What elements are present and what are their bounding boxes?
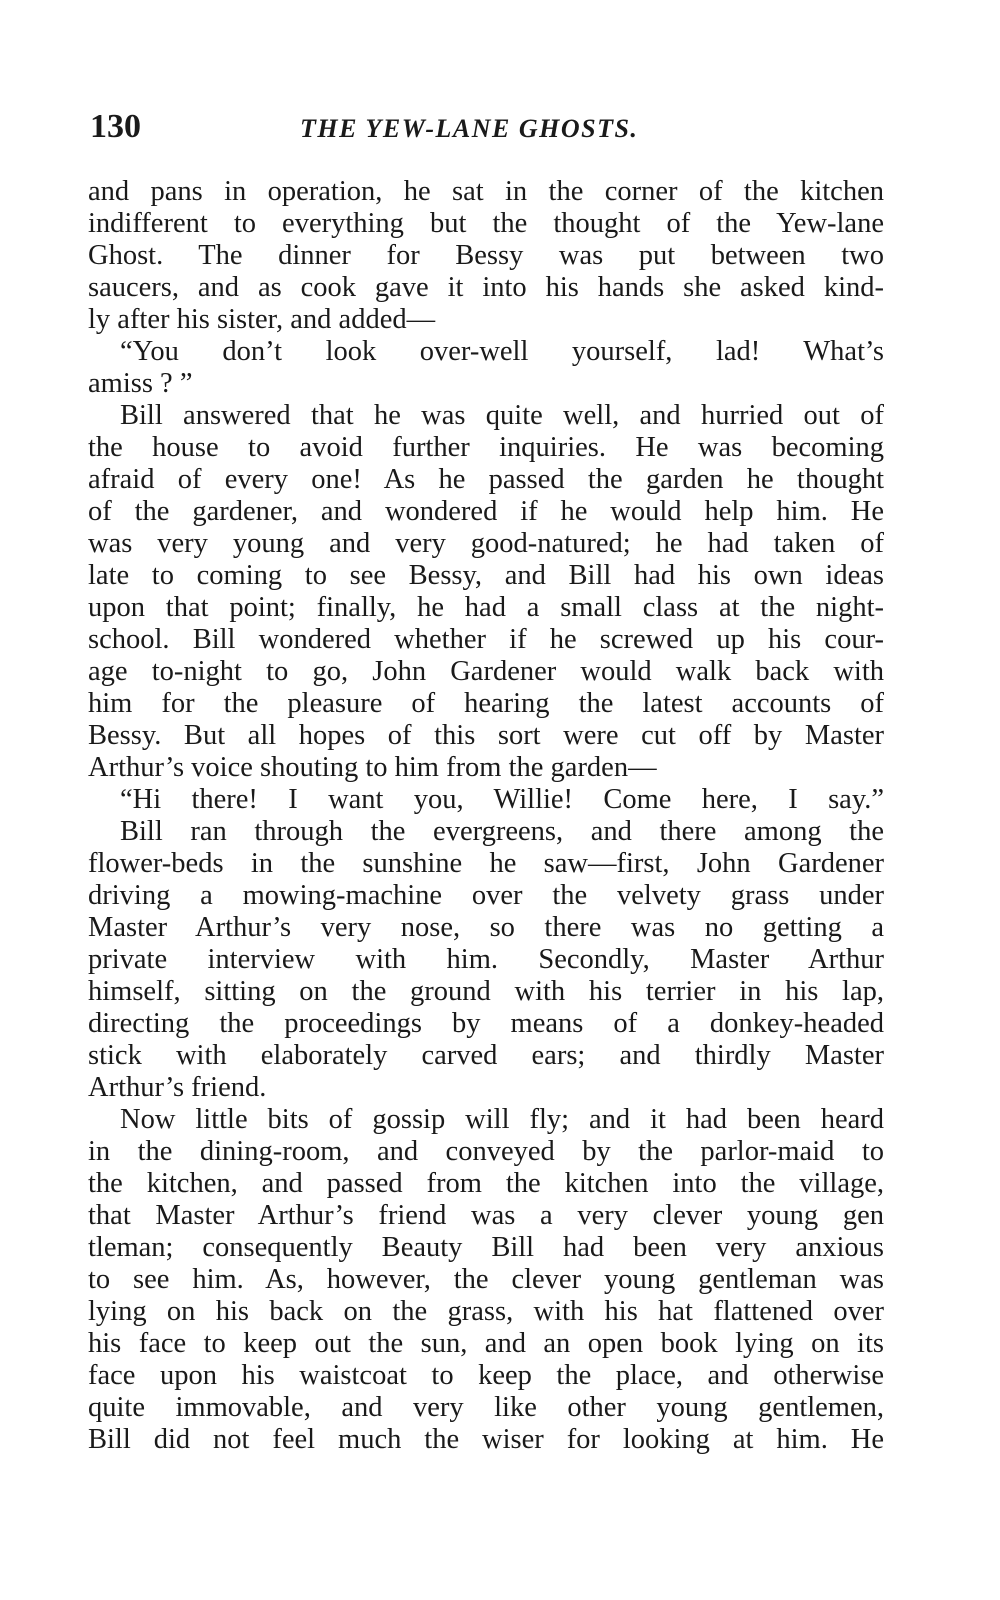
text-line: private interview with him. Secondly, Master Arthur — [88, 944, 884, 975]
text-line: himself, sitting on the ground with his terrier in his lap, — [88, 976, 884, 1007]
text-line: face upon his waistcoat to keep the place, and otherwise — [88, 1360, 884, 1391]
text-line: age to-night to go, John Gardener would walk back with — [88, 656, 884, 687]
text-line: late to coming to see Bessy, and Bill had his own ideas — [88, 560, 884, 591]
text-line: Bill ran through the evergreens, and there among the — [120, 816, 884, 847]
text-line: quite immovable, and very like other young gentlemen, — [88, 1392, 884, 1423]
text-line: in the dining-room, and conveyed by the parlor-maid to — [88, 1136, 884, 1167]
text-line: of the gardener, and wondered if he would help him. He — [88, 496, 884, 527]
text-line: directing the proceedings by means of a donkey-headed — [88, 1008, 884, 1039]
text-line: Arthur’s friend. — [88, 1072, 267, 1103]
page-number: 130 — [90, 108, 141, 145]
text-line: saucers, and as cook gave it into his hands she asked kind- — [88, 272, 884, 303]
text-line: school. Bill wondered whether if he screwed up his cour- — [88, 624, 884, 655]
text-line: Ghost. The dinner for Bessy was put between two — [88, 240, 884, 271]
text-line: “You don’t look over-well yourself, lad! What’s — [120, 336, 884, 367]
text-line: his face to keep out the sun, and an open book lying on its — [88, 1328, 884, 1359]
text-line: indifferent to everything but the thought of the Yew-lane — [88, 208, 884, 239]
text-line: Bessy. But all hopes of this sort were cut off by Master — [88, 720, 884, 751]
text-line: lying on his back on the grass, with his hat flattened over — [88, 1296, 884, 1327]
text-line: to see him. As, however, the clever young gentleman was — [88, 1264, 884, 1295]
text-line: him for the pleasure of hearing the latest accounts of — [88, 688, 884, 719]
text-line: flower-beds in the sunshine he saw—first, John Gardener — [88, 848, 884, 879]
text-line: Master Arthur’s very nose, so there was no getting a — [88, 912, 884, 943]
text-line: and pans in operation, he sat in the corner of the kitchen — [88, 176, 884, 207]
text-line: Arthur’s voice shouting to him from the garden— — [88, 752, 657, 783]
text-line: “Hi there! I want you, Willie! Come here, I say.” — [120, 784, 884, 815]
text-line: tleman; consequently Beauty Bill had been very anxious — [88, 1232, 884, 1263]
running-title: THE YEW-LANE GHOSTS. — [300, 114, 639, 143]
text-line: Bill did not feel much the wiser for looking at him. He — [88, 1424, 884, 1455]
page-header — [90, 108, 910, 158]
text-line: the house to avoid further inquiries. He was becoming — [88, 432, 884, 463]
text-line: was very young and very good-natured; he had taken of — [88, 528, 884, 559]
text-line: upon that point; finally, he had a small class at the night- — [88, 592, 884, 623]
text-line: Now little bits of gossip will fly; and it had been heard — [120, 1104, 884, 1135]
text-line: Bill answered that he was quite well, and hurried out of — [120, 400, 884, 431]
text-line: afraid of every one! As he passed the garden he thought — [88, 464, 884, 495]
text-line: stick with elaborately carved ears; and thirdly Master — [88, 1040, 884, 1071]
text-line: the kitchen, and passed from the kitchen into the village, — [88, 1168, 884, 1199]
text-line: ly after his sister, and added— — [88, 304, 436, 335]
text-line: amiss ? ” — [88, 368, 193, 399]
text-line: that Master Arthur’s friend was a very clever young gen — [88, 1200, 884, 1231]
text-line: driving a mowing-machine over the velvety grass under — [88, 880, 884, 911]
body-text — [88, 176, 884, 1456]
